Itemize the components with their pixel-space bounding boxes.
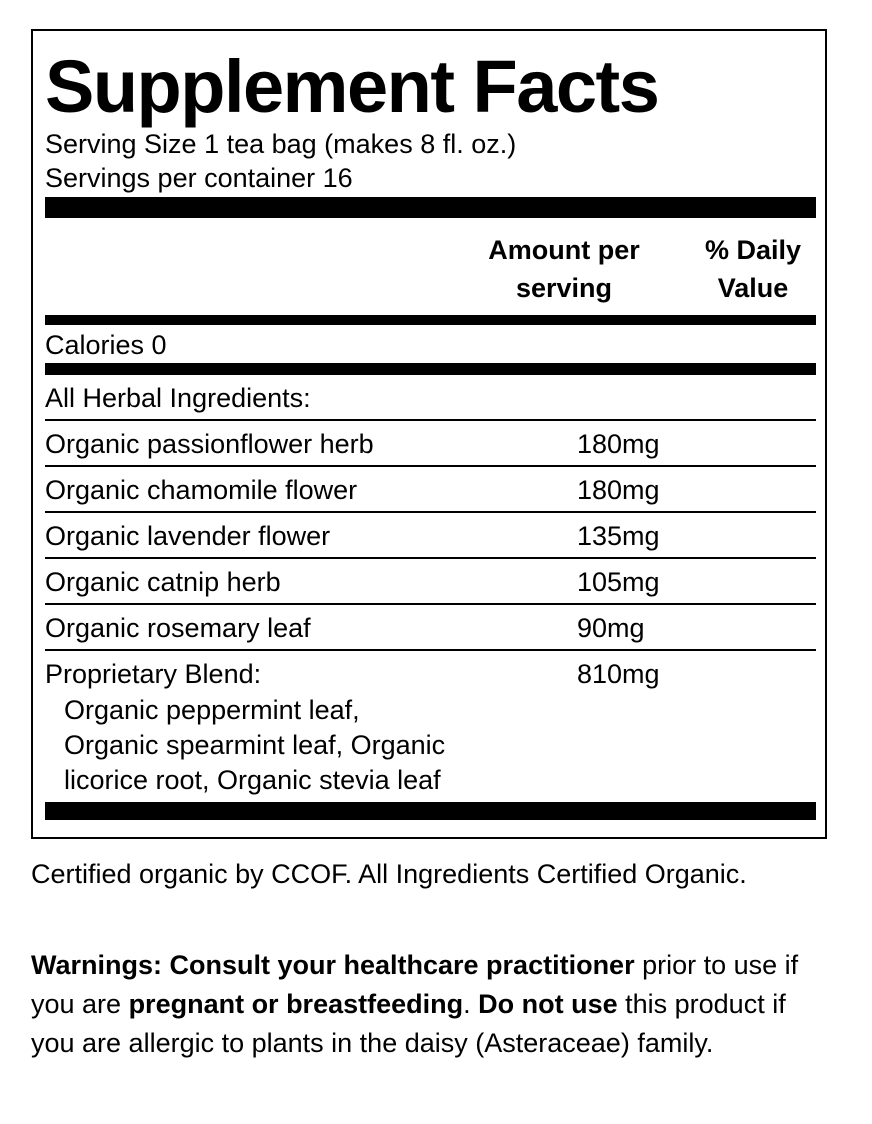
ingredient-amount: 180mg xyxy=(577,475,660,505)
warning-bold-pregnant: pregnant or breastfeeding xyxy=(128,989,464,1019)
ingredient-amount: 180mg xyxy=(577,429,660,459)
blend-name: Proprietary Blend: xyxy=(45,659,262,689)
serving-size: Serving Size 1 tea bag (makes 8 fl. oz.) xyxy=(45,129,517,159)
ingredient-name: Organic rosemary leaf xyxy=(45,613,311,643)
row-divider xyxy=(45,649,816,651)
ingredient-amount: 90mg xyxy=(577,613,645,643)
daily-header-line2: Value xyxy=(717,273,789,303)
ingredients-heading: All Herbal Ingredients: xyxy=(45,383,311,413)
supplement-facts-panel xyxy=(31,29,827,839)
thick-divider xyxy=(45,197,816,218)
warning-bold-do-not-use: Do not use xyxy=(478,989,618,1019)
row-divider xyxy=(45,419,816,421)
daily-value-header xyxy=(683,231,823,307)
certification-note: Certified organic by CCOF. All Ingredients Certified Organic. xyxy=(31,859,747,889)
blend-component-line: licorice root, Organic stevia leaf xyxy=(64,765,441,795)
ingredient-amount: 105mg xyxy=(577,567,660,597)
warning-text xyxy=(31,946,831,1063)
warning-text-part: prior to use if you are xyxy=(31,950,799,1019)
row-divider xyxy=(45,557,816,559)
medium-divider xyxy=(45,363,816,375)
medium-divider xyxy=(45,315,816,325)
daily-header-line1: % Daily xyxy=(704,235,802,265)
row-divider xyxy=(45,603,816,605)
warning-text-part: this product if you are allergic to plants in the daisy (Asteraceae) family. xyxy=(31,989,786,1058)
amount-header-line2: serving xyxy=(515,273,613,303)
blend-component-line: Organic peppermint leaf, xyxy=(64,695,360,725)
ingredient-name: Organic passionflower herb xyxy=(45,429,374,459)
ingredient-name: Organic lavender flower xyxy=(45,521,331,551)
amount-header-line1: Amount per xyxy=(488,235,640,265)
blend-amount: 810mg xyxy=(577,659,660,689)
ingredient-name: Organic catnip herb xyxy=(45,567,281,597)
ingredient-amount: 135mg xyxy=(577,521,660,551)
amount-per-serving-header xyxy=(469,231,659,307)
warning-text-part: . xyxy=(463,989,479,1019)
calories-row: Calories 0 xyxy=(45,330,167,360)
row-divider xyxy=(45,465,816,467)
ingredient-name: Organic chamomile flower xyxy=(45,475,358,505)
thick-divider xyxy=(45,802,816,820)
blend-component-line: Organic spearmint leaf, Organic xyxy=(64,730,446,760)
warning-bold-intro: Warnings: Consult your healthcare practitioner xyxy=(31,950,635,980)
row-divider xyxy=(45,511,816,513)
panel-title: Supplement Facts xyxy=(45,45,659,128)
servings-per-container: Servings per container 16 xyxy=(45,163,353,193)
